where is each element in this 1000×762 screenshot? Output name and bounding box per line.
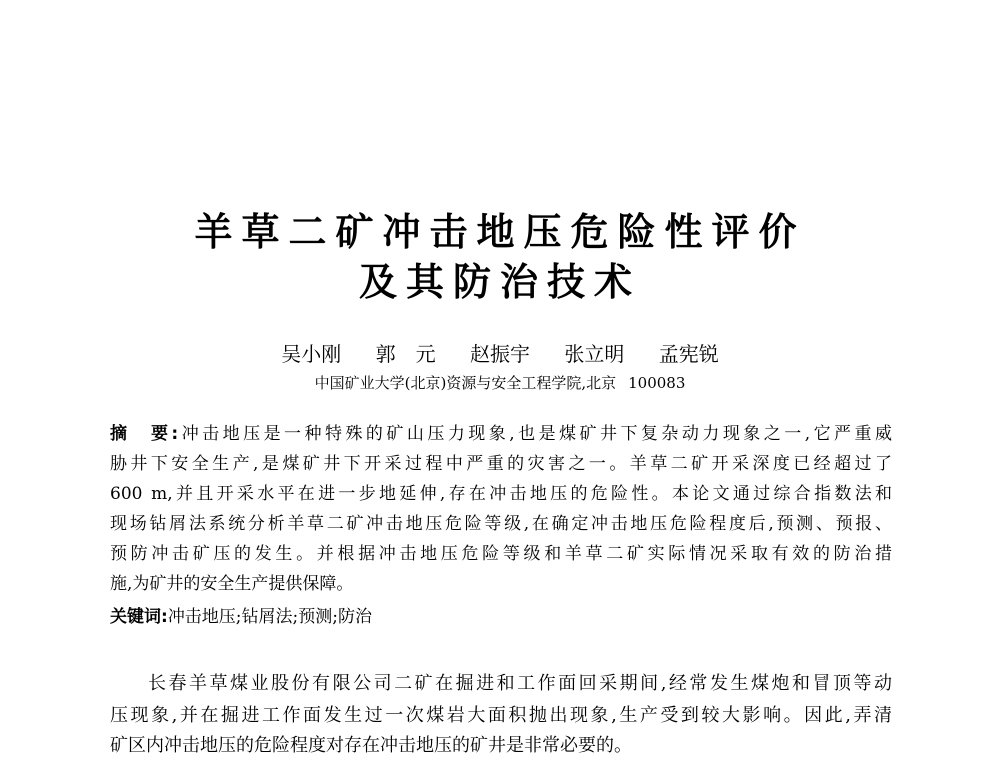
abstract-line-text: 冲击地压是一种特殊的矿山压力现象,也是煤矿井下复杂动力现象之一,它严重威 [178,424,892,444]
author-name: 郭 元 [375,342,436,366]
paper-title-line-1: 羊草二矿冲击地压危险性评价 [194,210,806,254]
keywords [110,602,372,632]
abstract-line: 600 m,并且开采水平在进一步地延伸,存在冲击地压的危险性。本论文通过综合指数法和 [110,484,892,504]
body-line: 长春羊草煤业股份有限公司二矿在掘进和工作面回采期间,经常发生煤炮和冒顶等动 [148,673,892,694]
keywords-text: 冲击地压;钻屑法;预测;防治 [167,607,372,627]
author-name: 吴小刚 [281,342,342,366]
abstract-line: 预防冲击矿压的发生。并根据冲击地压危险等级和羊草二矿实际情况采取有效的防治措 [110,544,892,564]
abstract-line: 现场钻屑法系统分析羊草二矿冲击地压危险等级,在确定冲击地压危险程度后,预测、预报、 [110,514,892,534]
abstract-line: 施,为矿井的安全生产提供保障。 [110,574,354,594]
author-name: 赵振宇 [470,342,530,366]
abstract-line [110,419,892,449]
affiliation-zip: 100083 [628,374,686,392]
paper-title-line-2: 及其防治技术 [358,260,641,304]
keywords-label: 关键词: [110,607,168,627]
author-name: 孟宪锐 [658,342,719,366]
affiliation-text: 中国矿业大学(北京)资源与安全工程学院,北京 [314,374,617,392]
affiliation [0,372,1000,394]
abstract-label: 摘 要: [110,424,179,444]
body-line: 压现象,并在掘进工作面发生过一次煤岩大面积抛出现象,生产受到较大影响。因此,弄清 [110,705,892,726]
author-list [0,340,1000,368]
author-name: 张立明 [564,342,625,366]
abstract-line: 胁井下安全生产,是煤矿井下开采过程中严重的灾害之一。羊草二矿开采深度已经超过了 [110,454,892,474]
body-line: 矿区内冲击地压的危险程度对存在冲击地压的矿井是非常必要的。 [110,735,632,756]
